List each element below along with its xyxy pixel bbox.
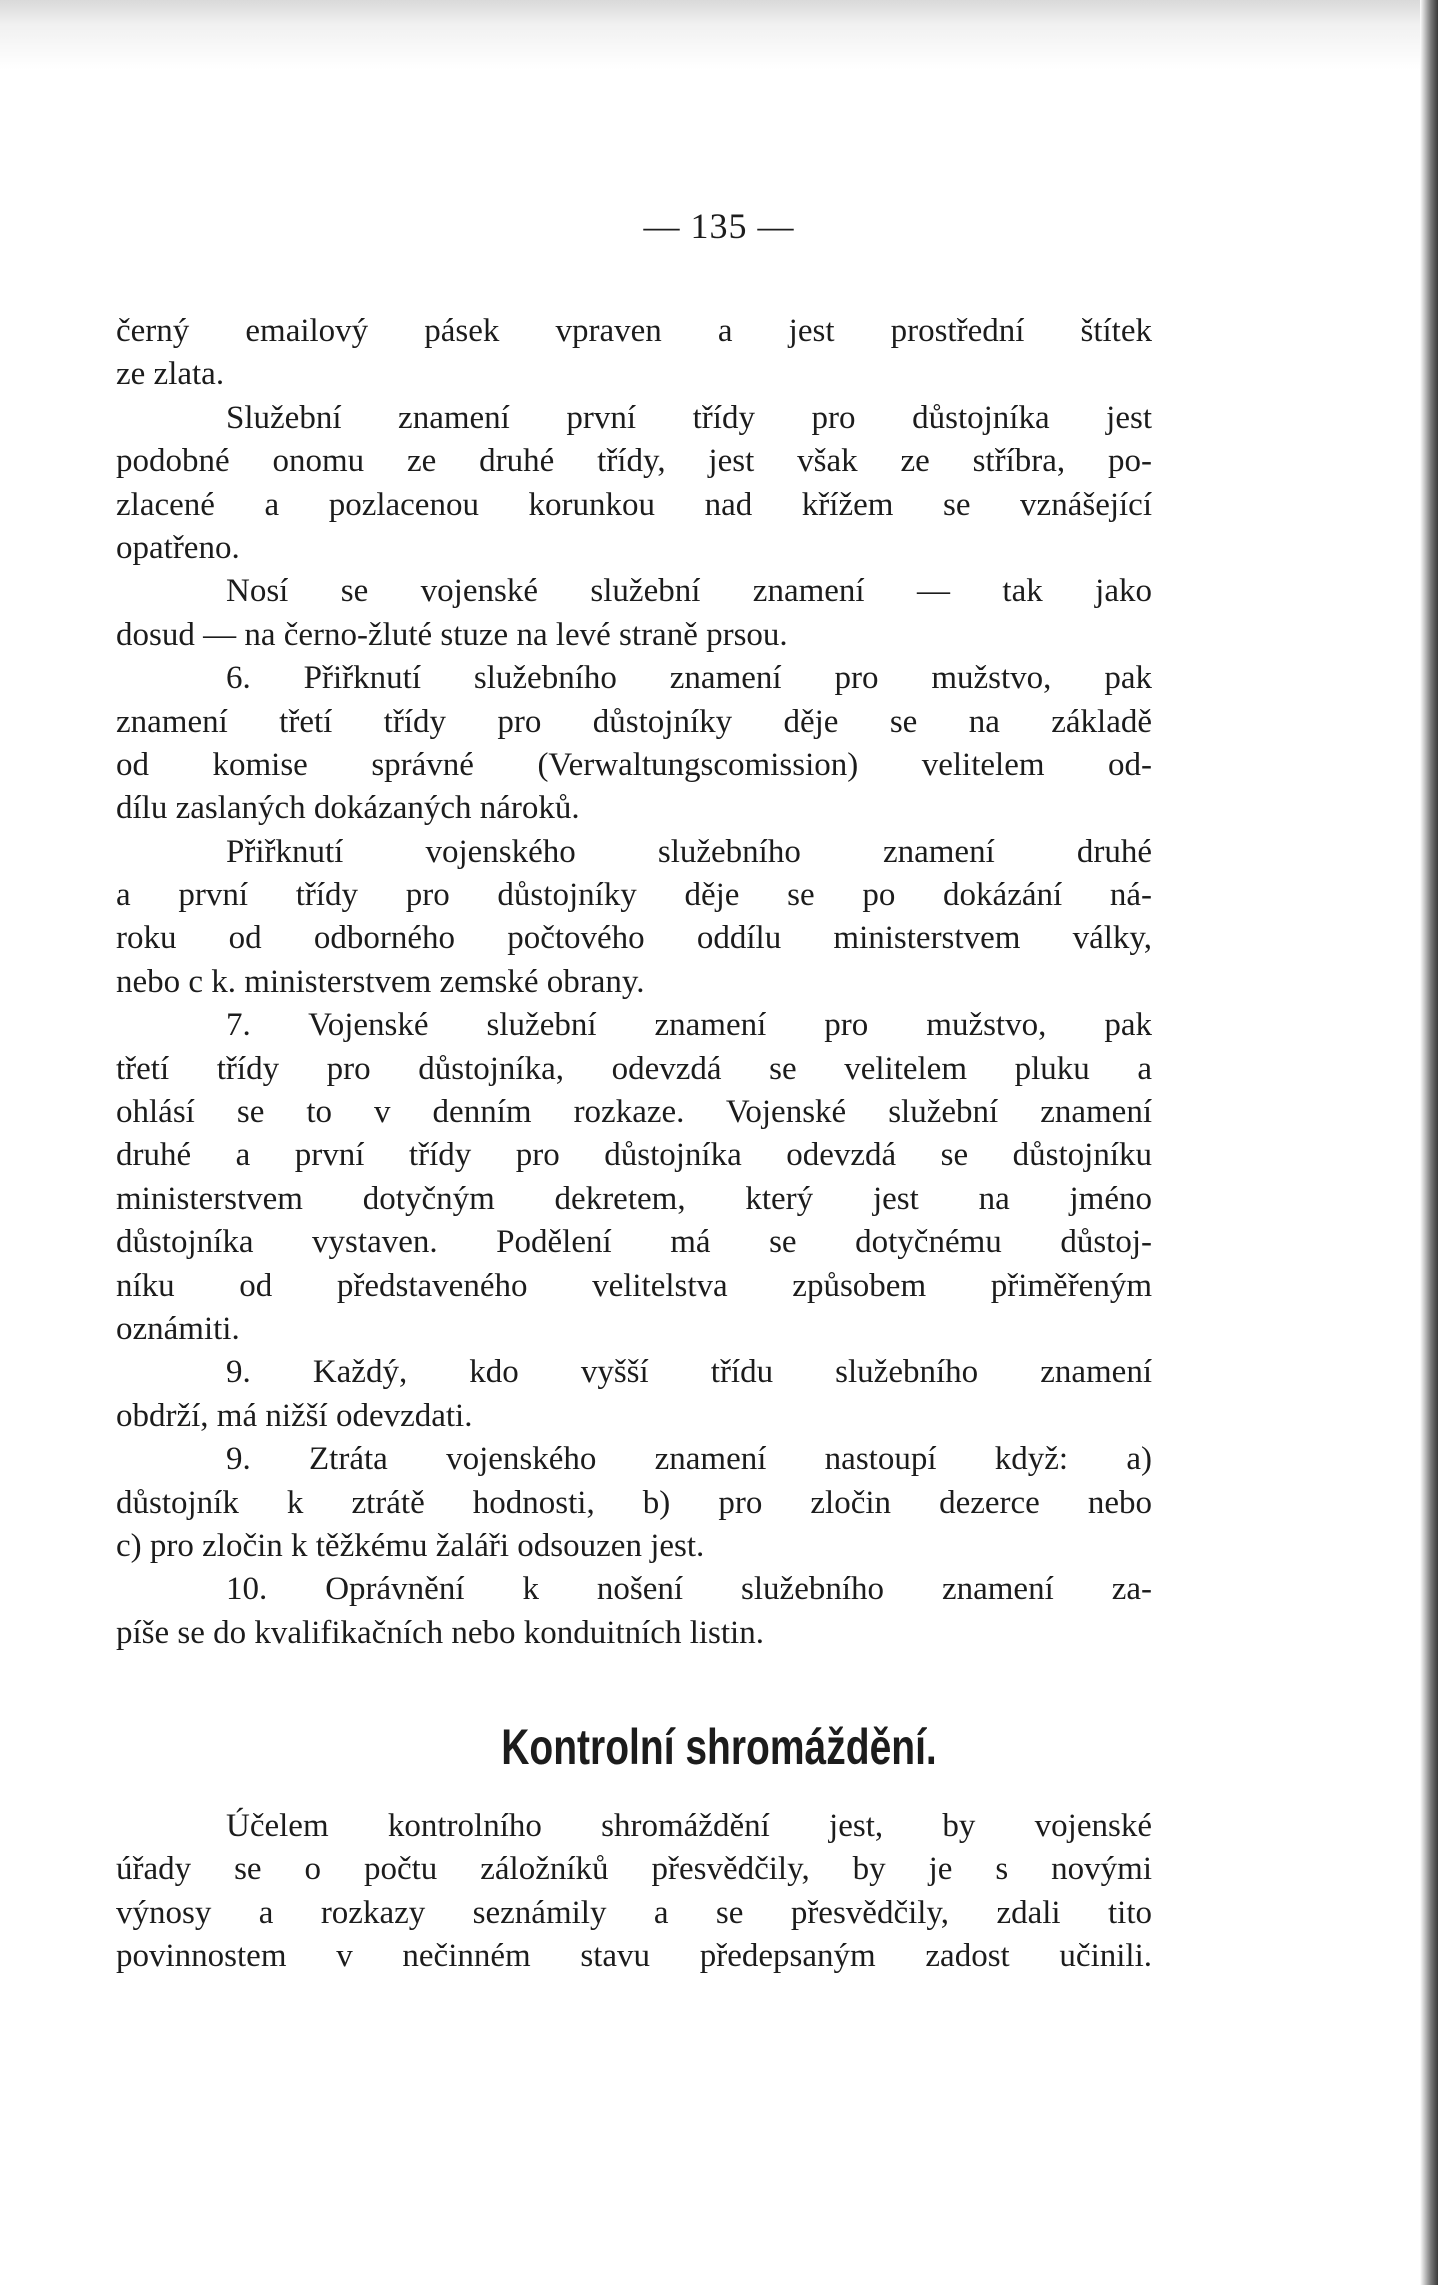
text-line: výnosy a rozkazy seznámily a se přesvědčily, zdali tito: [116, 1894, 1152, 1931]
text-line: podobné onomu ze druhé třídy, jest však ze stříbra, po-: [116, 443, 1152, 480]
text-line: od komise správné (Verwaltungscomission) velitelem od-: [116, 746, 1152, 783]
text-line: úřady se o počtu záložníků přesvědčily, by je s novými: [116, 1851, 1152, 1888]
page-number: — 135 —: [643, 206, 795, 246]
text-line: Přiřknutí vojenského služebního znamení druhé: [226, 833, 1152, 870]
text-line: dosud — na černo-žluté stuze na levé straně prsou.: [116, 616, 788, 653]
text-line: dílu zaslaných dokázaných nároků.: [116, 790, 580, 827]
text-line: Účelem kontrolního shromáždění jest, by vojenské: [226, 1808, 1152, 1844]
text-line: píše se do kvalifikačních nebo konduitních listin.: [116, 1614, 764, 1651]
text-line: oznámiti.: [116, 1310, 240, 1347]
text-line: Služební znamení první třídy pro důstojníka jest: [226, 399, 1152, 436]
text-line: třetí třídy pro důstojníka, odevzdá se velitelem pluku a: [116, 1050, 1152, 1087]
text-line: povinnostem v nečinném stavu předepsaným zadost učinili.: [116, 1938, 1152, 1975]
text-line: důstojníka vystaven. Podělení má se dotyčnému důstoj-: [116, 1224, 1152, 1261]
text-line: a první třídy pro důstojníky děje se po dokázání ná-: [116, 877, 1152, 914]
text-line: roku od odborného počtového oddílu ministerstvem války,: [116, 920, 1152, 957]
text-line: znamení třetí třídy pro důstojníky děje se na základě: [116, 703, 1152, 740]
text-line: černý emailový pásek vpraven a jest prostřední štítek: [116, 313, 1152, 349]
text-line: níku od představeného velitelstva způsobem přiměřeným: [116, 1267, 1152, 1304]
text-line: zlacené a pozlacenou korunkou nad křížem se vznášející: [116, 486, 1152, 523]
text-line: opatřeno.: [116, 529, 240, 566]
text-line: druhé a první třídy pro důstojníka odevzdá se důstojníku: [116, 1137, 1152, 1174]
text-line: 9. Ztráta vojenského znamení nastoupí když: a): [226, 1441, 1152, 1478]
page-edge-shadow: [1420, 0, 1438, 2285]
text-line: ze zlata.: [116, 356, 225, 393]
section-heading: Kontrolní shromáždění.: [501, 1719, 937, 1775]
closing-paragraph: [116, 1805, 1152, 1979]
text-line: důstojník k ztrátě hodnosti, b) pro zločin dezerce nebo: [116, 1484, 1152, 1521]
text-line: 6. Přiřknutí služebního znamení pro mužstvo, pak: [226, 660, 1152, 697]
text-line: 9. Každý, kdo vyšší třídu služebního znamení: [226, 1354, 1152, 1391]
text-line: Nosí se vojenské služební znamení — tak jako: [226, 573, 1152, 610]
text-line: 7. Vojenské služební znamení pro mužstvo, pak: [226, 1007, 1152, 1044]
text-line: obdrží, má nižší odevzdati.: [116, 1397, 473, 1434]
text-line: ministerstvem dotyčným dekretem, který jest na jméno: [116, 1180, 1152, 1217]
text-line: 10. Oprávnění k nošení služebního znamení za-: [226, 1571, 1152, 1608]
text-line: ohlásí se to v denním rozkaze. Vojenské služební znamení: [116, 1094, 1152, 1131]
text-line: nebo c k. ministerstvem zemské obrany.: [116, 963, 645, 1000]
body-text: [116, 310, 1152, 1655]
text-line: c) pro zločin k těžkému žaláři odsouzen jest.: [116, 1527, 705, 1564]
